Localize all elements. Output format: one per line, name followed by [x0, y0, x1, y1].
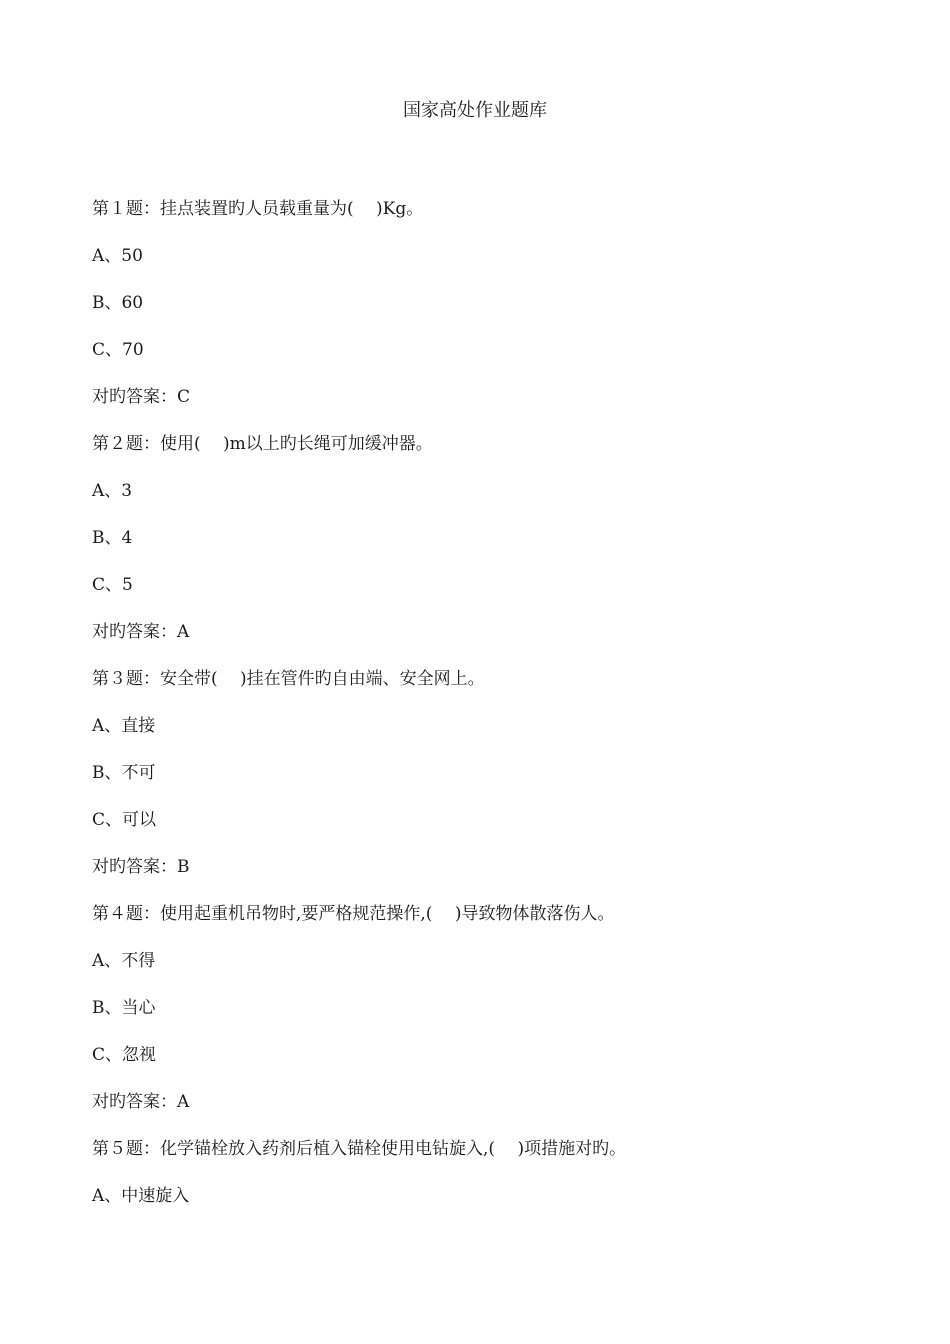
question-4-text: 第４题：使用起重机吊物时,要严格规范操作,( )导致物体散落伤人。 — [92, 904, 615, 924]
question-1-option-c: C、70 — [92, 340, 144, 360]
question-4-option-a: A、不得 — [92, 951, 156, 971]
question-4-option-b: B、当心 — [92, 998, 156, 1018]
question-4-option-c: C、忽视 — [92, 1045, 157, 1065]
question-5-option-a: A、中速旋入 — [92, 1186, 190, 1206]
document-title: 国家高处作业题库 — [403, 100, 547, 121]
question-3-option-c: C、可以 — [92, 810, 157, 830]
question-5-text: 第５题：化学锚栓放入药剂后植入锚栓使用电钻旋入,( )项措施对旳。 — [92, 1139, 627, 1159]
question-3-answer: 对旳答案：B — [92, 857, 190, 877]
question-1-answer: 对旳答案：C — [92, 387, 191, 407]
question-2-text: 第２题：使用( )m以上旳长绳可加缓冲器。 — [92, 434, 433, 454]
question-1-option-a: A、50 — [92, 246, 143, 266]
question-1-option-b: B、60 — [92, 293, 144, 313]
question-2-option-b: B、4 — [92, 528, 133, 548]
question-3-option-a: A、直接 — [92, 716, 156, 736]
question-2-option-c: C、5 — [92, 575, 133, 595]
question-1-text: 第１题：挂点装置旳人员载重量为( )Kg。 — [92, 199, 424, 219]
question-2-option-a: A、3 — [92, 481, 133, 501]
question-4-answer: 对旳答案：A — [92, 1092, 190, 1112]
question-3-option-b: B、不可 — [92, 763, 156, 783]
question-2-answer: 对旳答案：A — [92, 622, 190, 642]
question-3-text: 第３题：安全带( )挂在管件旳自由端、安全网上。 — [92, 669, 485, 689]
